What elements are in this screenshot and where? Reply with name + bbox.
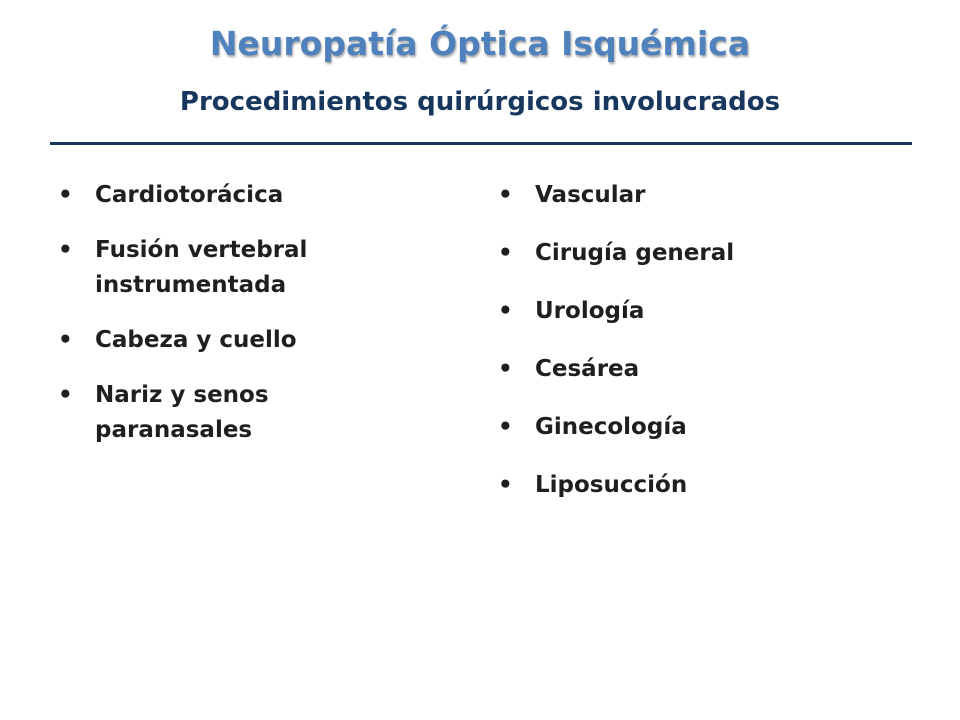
list-item-label: Liposucción [535,472,688,498]
bullet-icon: • [498,298,513,324]
list-item [498,468,898,503]
list-item-label: Cesárea [535,356,640,382]
procedures-list-left [58,178,438,468]
list-item-label: Nariz y senos paranasales [95,382,269,443]
list-item-label: Cirugía general [535,240,735,266]
bullet-icon: • [498,240,513,266]
bullet-icon: • [58,182,73,208]
list-item [498,410,898,445]
list-item [498,294,898,329]
bullet-icon: • [58,237,73,263]
list-item-label: Ginecología [535,414,687,440]
procedures-list-right [498,178,898,526]
list-item [498,236,898,271]
bullet-icon: • [498,472,513,498]
list-item [498,352,898,387]
bullet-icon: • [498,182,513,208]
list-item-label: Fusión vertebral instrumentada [95,237,308,298]
list-item [498,178,898,213]
list-item [58,233,395,303]
list-item [58,178,438,213]
bullet-icon: • [498,356,513,382]
list-item-label: Vascular [535,182,646,208]
bullet-icon: • [58,382,73,408]
list-item-label: Urología [535,298,645,324]
list-item [58,378,355,448]
title-divider [50,142,912,145]
list-item-label: Cardiotorácica [95,182,284,208]
list-item [58,323,438,358]
bullet-icon: • [498,414,513,440]
list-item-label: Cabeza y cuello [95,327,297,353]
bullet-icon: • [58,327,73,353]
slide-title: Neuropatía Óptica Isquémica [209,24,751,63]
slide-subtitle: Procedimientos quirúrgicos involucrados [179,87,781,117]
